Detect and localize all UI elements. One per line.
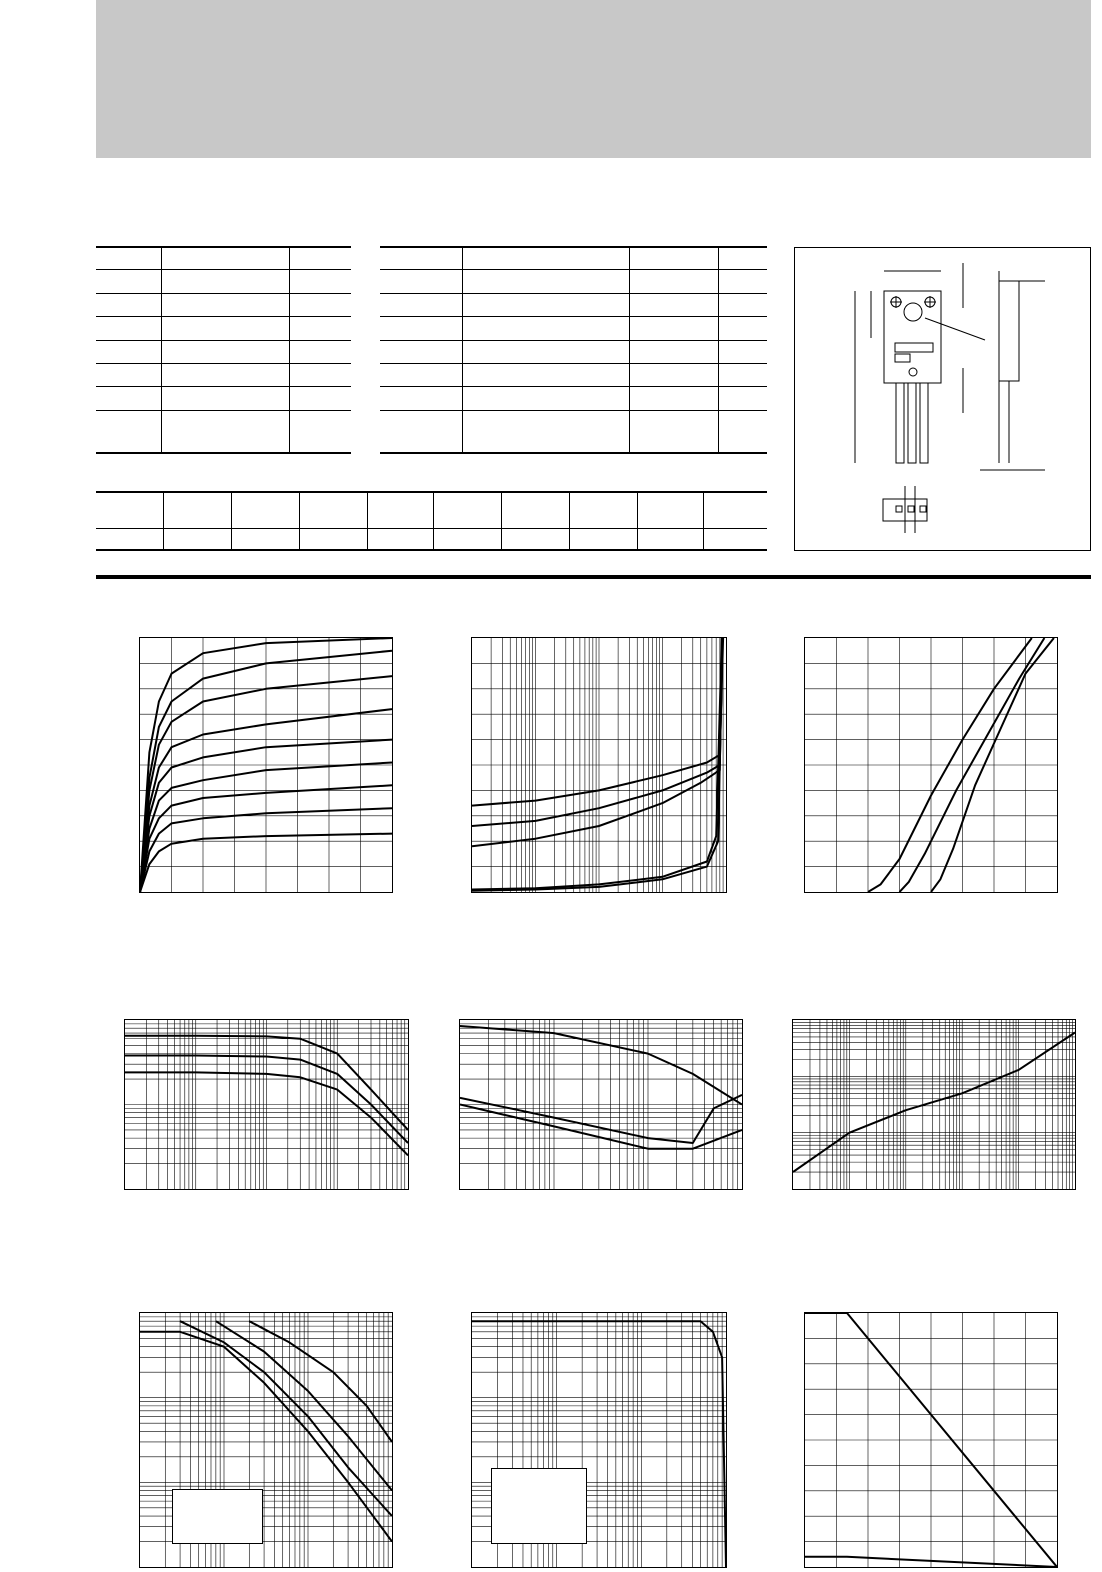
chart-8 bbox=[471, 1312, 727, 1568]
table-row-rule bbox=[96, 410, 351, 411]
chart-2-series-2 bbox=[472, 638, 723, 826]
chart-2-grid bbox=[472, 638, 726, 892]
chart-9-grid bbox=[805, 1313, 1057, 1567]
table-col-divider bbox=[718, 246, 719, 452]
table-row-rule bbox=[96, 293, 351, 294]
chart-9-svg bbox=[805, 1313, 1057, 1567]
bottom-spec-table bbox=[96, 491, 767, 551]
chart-6 bbox=[792, 1019, 1076, 1190]
table-col-divider bbox=[161, 246, 162, 452]
chart-2-series-3 bbox=[472, 638, 722, 846]
chart-7-legend-box bbox=[172, 1489, 263, 1544]
table-col-divider bbox=[433, 491, 434, 549]
table-row-rule bbox=[96, 363, 351, 364]
table-col-divider bbox=[462, 246, 463, 452]
table-col-divider bbox=[289, 246, 290, 452]
chart-5-grid bbox=[460, 1020, 742, 1189]
table-row-rule bbox=[96, 269, 351, 270]
left-spec-table bbox=[96, 246, 351, 454]
chart-2 bbox=[471, 637, 727, 893]
table-col-divider bbox=[163, 491, 164, 549]
chart-3 bbox=[804, 637, 1058, 893]
chart-2-series-5 bbox=[472, 638, 723, 891]
chart-6-grid bbox=[793, 1020, 1075, 1189]
table-row-rule bbox=[96, 316, 351, 317]
table-row-rule bbox=[96, 340, 351, 341]
chart-6-svg bbox=[793, 1020, 1075, 1189]
chart-7-series-2 bbox=[180, 1321, 392, 1516]
chart-5 bbox=[459, 1019, 743, 1190]
chart-7-series-4 bbox=[249, 1321, 392, 1442]
chart-9 bbox=[804, 1312, 1058, 1568]
table-row-rule bbox=[380, 269, 767, 270]
right-spec-table bbox=[380, 246, 767, 454]
chart-5-series-2 bbox=[460, 1095, 742, 1143]
to220-package-outline-icon bbox=[795, 248, 1092, 552]
table-col-divider bbox=[569, 491, 570, 549]
chart-4-grid bbox=[125, 1020, 408, 1189]
chart-7 bbox=[139, 1312, 393, 1568]
chart-2-series-4 bbox=[472, 638, 722, 890]
chart-4-svg bbox=[125, 1020, 408, 1189]
chart-4 bbox=[124, 1019, 409, 1190]
table-row-rule bbox=[380, 363, 767, 364]
table-row-rule bbox=[380, 293, 767, 294]
table-col-divider bbox=[629, 246, 630, 452]
package-outline-box bbox=[794, 247, 1091, 551]
chart-6-series-1 bbox=[793, 1033, 1075, 1173]
header-band bbox=[96, 0, 1091, 158]
section-divider bbox=[96, 575, 1091, 579]
table-row-rule bbox=[96, 386, 351, 387]
table-row-rule bbox=[380, 316, 767, 317]
table-row-rule bbox=[380, 340, 767, 341]
chart-5-series-1 bbox=[460, 1026, 742, 1105]
chart-1-svg bbox=[140, 638, 392, 892]
chart-5-svg bbox=[460, 1020, 742, 1189]
chart-8-legend-box bbox=[491, 1468, 587, 1544]
table-col-divider bbox=[703, 491, 704, 549]
chart-1 bbox=[139, 637, 393, 893]
table-row-rule bbox=[380, 410, 767, 411]
chart-3-svg bbox=[805, 638, 1057, 892]
table-col-divider bbox=[299, 491, 300, 549]
table-row-rule bbox=[380, 386, 767, 387]
table-col-divider bbox=[637, 491, 638, 549]
chart-2-svg bbox=[472, 638, 726, 892]
table-col-divider bbox=[501, 491, 502, 549]
table-col-divider bbox=[367, 491, 368, 549]
chart-3-grid bbox=[805, 638, 1057, 892]
table-col-divider bbox=[231, 491, 232, 549]
chart-5-series-3 bbox=[460, 1105, 742, 1149]
